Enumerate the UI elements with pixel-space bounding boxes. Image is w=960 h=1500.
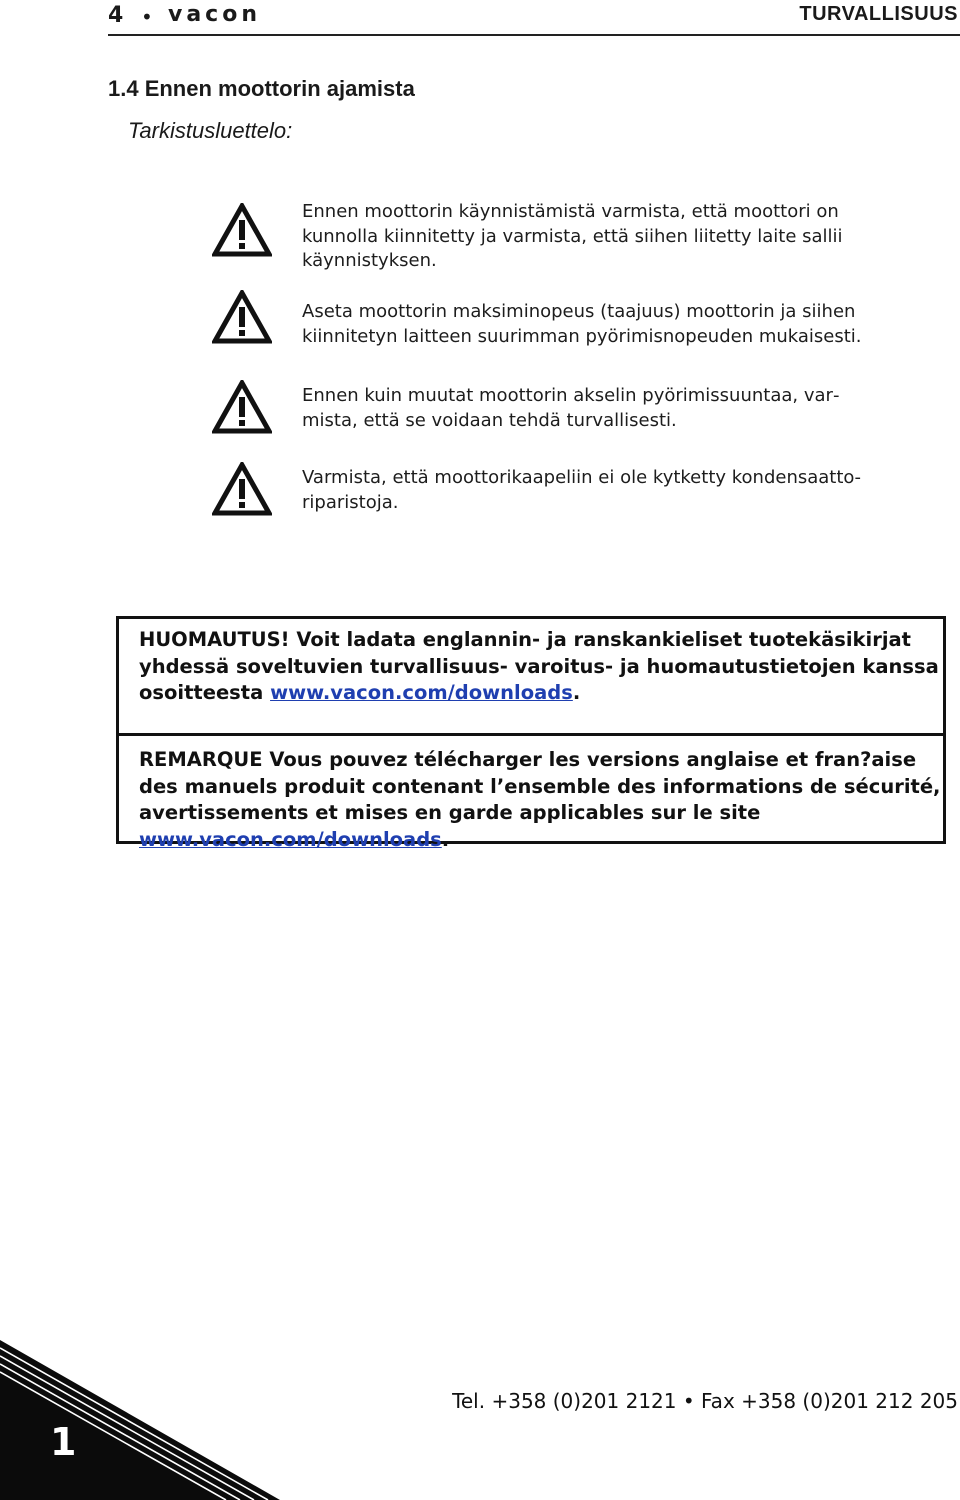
section-subtitle: Tarkistusluettelo: xyxy=(128,118,293,143)
notice-divider xyxy=(119,733,943,736)
warning-triangle-icon xyxy=(212,462,272,516)
page-header xyxy=(108,0,960,36)
warning-text-1: Ennen moottorin käynnistämistä varmista, että moottori on kunnolla kiinnitetty ja varmista, että siihen liitetty laite sallii käynnistyksen. xyxy=(302,201,843,271)
warning-triangle-icon xyxy=(212,380,272,434)
downloads-link[interactable]: www.vacon.com/downloads xyxy=(139,827,442,851)
warning-text-3: Ennen kuin muutat moottorin akselin pyörimissuuntaa, varmista, että se voidaan tehdä turvallisesti. xyxy=(302,385,840,431)
warning-text-4: Varmista, että moottorikaapeliin ei ole kytketty kondensaattoriparistoja. xyxy=(302,467,861,513)
warning-triangle-icon xyxy=(212,290,272,344)
footer-contact: Tel. +358 (0)201 2121 • Fax +358 (0)201 212 205 xyxy=(452,1389,958,1413)
notice-finnish xyxy=(139,627,947,707)
notice-french-suffix: . xyxy=(441,827,450,851)
header-section-name: TURVALLISUUS xyxy=(799,3,958,25)
header-bullet: • xyxy=(141,5,153,29)
section-title: 1.4 Ennen moottorin ajamista xyxy=(108,76,415,101)
chapter-number: 1 xyxy=(50,1420,77,1464)
notice-finnish-suffix: . xyxy=(572,681,581,704)
brand-logo: vacon xyxy=(168,2,262,27)
notice-french-text: REMARQUE Vous pouvez télécharger les versions anglaise et fran?aise des manuels produit contenant l’ensemble des informations de sécurité, avertissements et mises en garde applicables sur le site xyxy=(139,748,941,824)
warning-text-2: Aseta moottorin maksiminopeus (taajuus) moottorin ja siihen kiinnitetyn laitteen suurimman pyörimisnopeuden mukaisesti. xyxy=(302,301,862,347)
chapter-corner-graphic xyxy=(0,1340,280,1500)
notice-finnish-text: HUOMAUTUS! Voit ladata englannin- ja ranskankieliset tuotekäsikirjat yhdessä soveltuvien turvallisuus- varoitus- ja huomautustietojen kanssa osoitteesta xyxy=(139,628,939,704)
downloads-link[interactable]: www.vacon.com/downloads xyxy=(270,681,573,704)
notice-french xyxy=(139,747,947,853)
notice-box xyxy=(116,616,946,851)
page-number: 4 xyxy=(108,3,124,28)
warning-triangle-icon xyxy=(212,203,272,257)
